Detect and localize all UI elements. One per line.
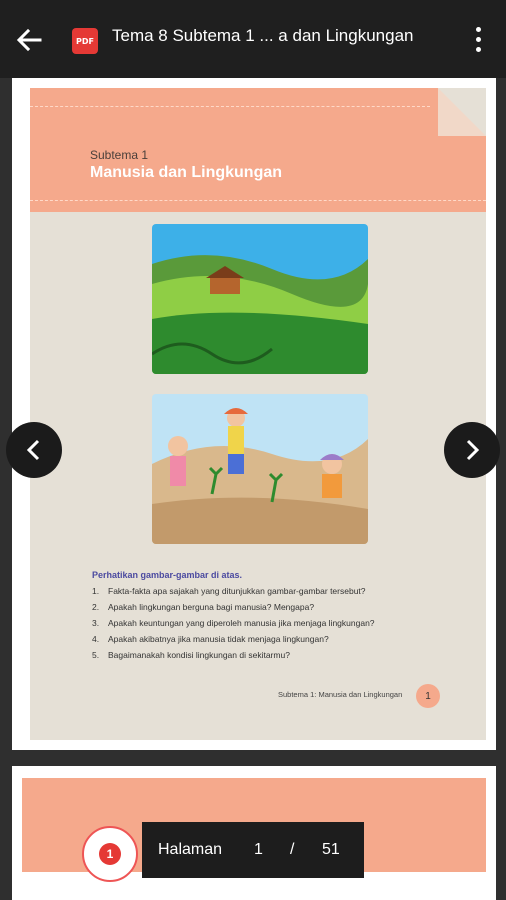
pembelajaran-badge	[82, 826, 138, 882]
page-fold-decoration	[438, 88, 486, 136]
pembelajaran-number: 1	[99, 843, 121, 865]
list-item: 4. Apakah akibatnya jika manusia tidak menjaga lingkungan?	[92, 634, 329, 644]
page-indicator-label: Halaman	[158, 841, 223, 858]
total-pages: 51	[322, 841, 340, 858]
current-page: 1	[254, 841, 263, 858]
page-separator: /	[290, 841, 295, 858]
page-content	[30, 88, 486, 740]
app-bar	[0, 0, 506, 78]
page-number-badge: 1	[416, 684, 440, 708]
page-footer-label: Subtema 1: Manusia dan Lingkungan	[278, 690, 403, 699]
subtema-header	[30, 88, 486, 212]
chevron-left-icon	[6, 422, 62, 478]
list-item: 2. Apakah lingkungan berguna bagi manusia? Mengapa?	[92, 602, 315, 612]
pdf-file-icon: PDF	[72, 28, 98, 54]
list-item: 3. Apakah keuntungan yang diperoleh manusia jika menjaga lingkungan?	[92, 618, 375, 628]
page-indicator	[142, 822, 364, 878]
questions-heading: Perhatikan gambar-gambar di atas.	[92, 570, 243, 580]
landscape-illustration	[152, 224, 368, 374]
questions-list	[92, 586, 472, 666]
document-title: Tema 8 Subtema 1 ... a dan Lingkungan	[112, 26, 414, 45]
chevron-right-icon	[444, 422, 500, 478]
next-page-button[interactable]	[444, 422, 500, 478]
pdf-page-1	[12, 78, 496, 750]
previous-page-button[interactable]	[6, 422, 62, 478]
more-vert-icon[interactable]	[466, 24, 490, 56]
list-item: 1. Fakta-fakta apa sajakah yang ditunjukkan gambar-gambar tersebut?	[92, 586, 366, 596]
children-planting-illustration	[152, 394, 368, 544]
list-item: 5. Bagaimanakah kondisi lingkungan di sekitarmu?	[92, 650, 290, 660]
subtema-title: Manusia dan Lingkungan	[90, 164, 283, 181]
subtema-label: Subtema 1	[90, 148, 149, 162]
arrow-left-icon[interactable]	[12, 22, 48, 58]
